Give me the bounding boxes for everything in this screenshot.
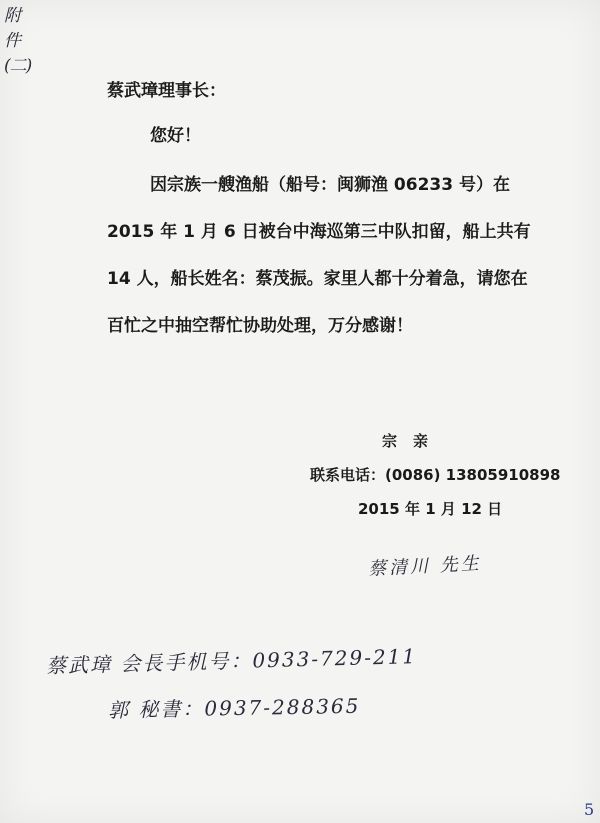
attachment-note: 附件(二) xyxy=(4,6,32,76)
letter-body xyxy=(107,162,543,350)
handwritten-recipient: 蔡清川 先生 xyxy=(367,553,483,580)
sender-name: 宗亲 xyxy=(382,432,445,450)
body-paragraph: 因宗族一艘渔船（船号：闽狮渔 06233 号）在 2015 年 1 月 6 日被台中海巡第三中队扣留，船上共有 14 人，船长姓名：蔡茂振。家里人都十分着急，请您在百忙之中抽空帮忙协助处理，万分感谢！ xyxy=(107,175,531,336)
salutation: 蔡武璋理事长： xyxy=(107,81,226,101)
handwritten-phone-2: 郭 秘書：0937-288365 xyxy=(107,693,361,723)
contact-phone: 联系电话：(0086) 13805910898 xyxy=(310,466,561,484)
page-number: 5 xyxy=(584,800,595,819)
letter-date: 2015 年 1 月 12 日 xyxy=(358,500,503,518)
greeting: 您好！ xyxy=(150,126,201,146)
handwritten-phone-1: 蔡武璋 会長手机号：0933-729-211 xyxy=(45,644,418,678)
